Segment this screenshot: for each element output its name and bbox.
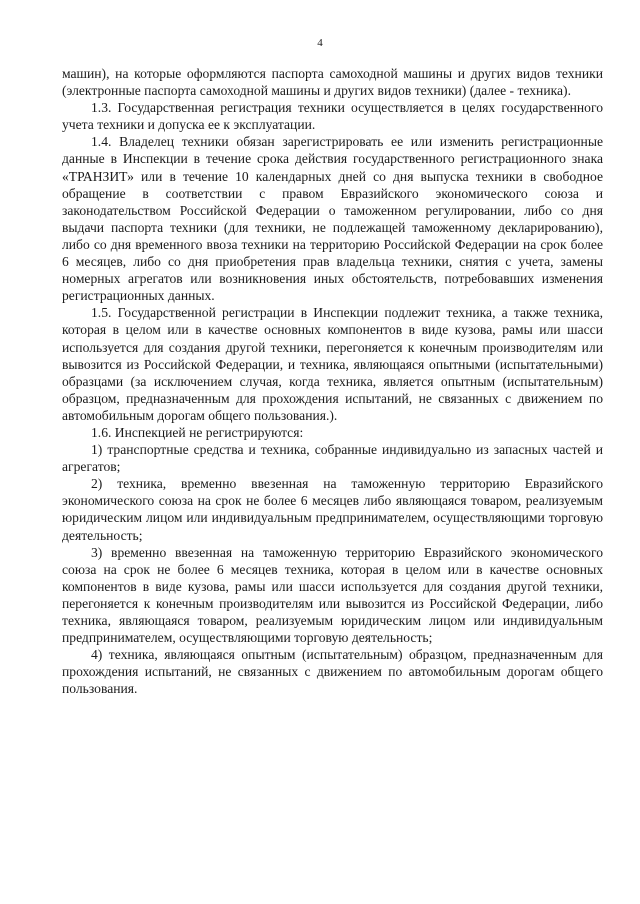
page-number: 4: [317, 37, 323, 49]
paragraph: 1.5. Государственной регистрации в Инспекции подлежит техника, а также техника, которая в целом или в качестве основных компонентов в виде кузова, рамы или шасси используется для создания другой техники, перегоняется к конечным производителям или вывозится из Российской Федерации, и техника, являющаяся опытными (испытательными) образцами (за исключением случая, когда техника, является опытным (испытательным) образцом, предназначенным для прохождения испытаний, не связанных с движением по автомобильным дорогам общего пользования.).: [62, 305, 603, 423]
paragraph: 3) временно ввезенная на таможенную территорию Евразийского экономического союза на срок не более 6 месяцев техника, которая в целом или в качестве основных компонентов в виде кузова, рамы или шасси используется для создания другой техники, перегоняется к конечным производителям или вывозится из Российской Федерации, либо техника, являющаяся товаром, реализуемым юридическим лицом или индивидуальным предпринимателем, осуществляющими торговую деятельность;: [62, 544, 603, 646]
paragraph: 2) техника, временно ввезенная на таможенную территорию Евразийского экономического союза на срок не более 6 месяцев либо являющаяся товаром, реализуемым юридическим лицом или индивидуальным предпринимателем, осуществляющими торговую деятельность;: [62, 476, 603, 543]
paragraph: машин), на которые оформляются паспорта самоходной машины и других видов техники (электронные паспорта самоходной машины и других видов техники) (далее - техника).: [62, 66, 603, 99]
paragraph: 1.3. Государственная регистрация техники осуществляется в целях государственного учета техники и допуска ее к эксплуатации.: [62, 100, 603, 133]
paragraph: 1) транспортные средства и техника, собранные индивидуально из запасных частей и агрегатов;: [62, 442, 603, 475]
paragraph: 1.4. Владелец техники обязан зарегистрировать ее или изменить регистрационные данные в Инспекции в течение срока действия государственного регистрационного знака «ТРАНЗИТ» или в течение 10 календарных дней со дня выпуска техники в свободное обращение в соответствии с правом Евразийского экономического союза и законодательством Российской Федерации о таможенном регулировании, либо со дня выдачи паспорта техники (для техники, не подлежащей таможенному декларированию), либо со дня временного ввоза техники на территорию Российской Федерации на срок более 6 месяцев, либо со дня приобретения прав владельца техники, снятия с учета, замены номерных агрегатов или возникновения иных обстоятельств, потребовавших изменения регистрационных данных.: [62, 134, 603, 304]
paragraph: 1.6. Инспекцией не регистрируются:: [91, 424, 304, 440]
paragraph: 4) техника, являющаяся опытным (испытательным) образцом, предназначенным для прохождения испытаний, не связанных с движением по автомобильным дорогам общего пользования.: [62, 647, 603, 697]
document-body: [62, 65, 603, 697]
